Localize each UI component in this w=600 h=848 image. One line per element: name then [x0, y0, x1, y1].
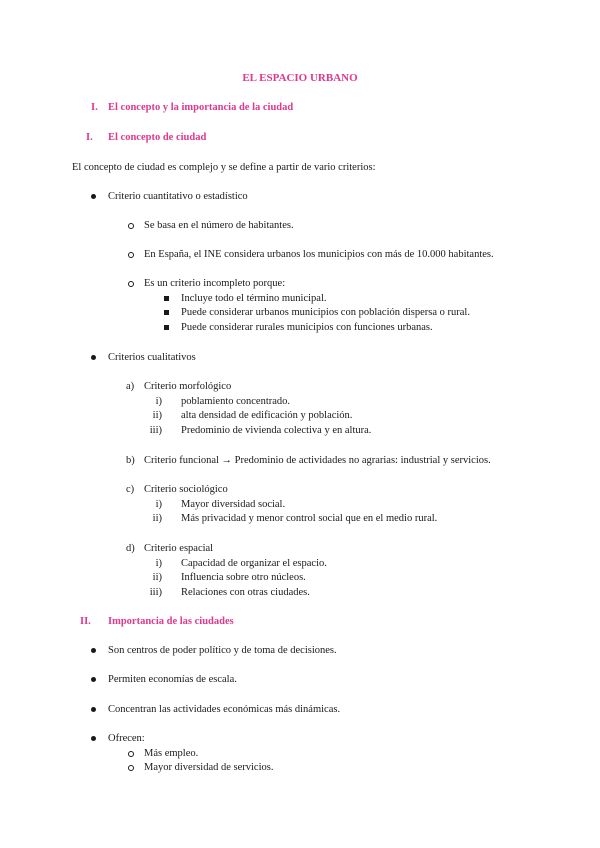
- heading-2-number: I.: [86, 132, 93, 143]
- cuantitativo-item-3: Es un criterio incompleto porque:: [144, 278, 286, 289]
- bullet-square: [164, 296, 169, 301]
- heading-1-number: I.: [91, 102, 98, 113]
- roman-numeral: iii): [149, 587, 162, 598]
- bullet-square: [164, 325, 169, 330]
- bullet-dot: [91, 736, 96, 741]
- roman-numeral: iii): [149, 425, 162, 436]
- espacial-item-2: Influencia sobre otro núcleos.: [181, 572, 306, 583]
- heading-1-text: El concepto y la importancia de la ciudad: [108, 102, 294, 113]
- heading-2-text: El concepto de ciudad: [108, 132, 207, 143]
- bullet-circle: [128, 281, 134, 287]
- cuantitativo-item-2: En España, el INE considera urbanos los municipios con más de 10.000 habitantes.: [144, 249, 494, 260]
- list-marker-b: b): [126, 455, 135, 466]
- criterios-cualitativos-label: Criterios cualitativos: [108, 352, 196, 363]
- criterio-morfologico-label: Criterio morfológico: [144, 381, 232, 392]
- morfologico-item-1: poblamiento concentrado.: [181, 396, 291, 407]
- list-marker-d: d): [126, 543, 135, 554]
- criterio-funcional-label: Criterio funcional → Predominio de actividades no agrarias: industrial y servicios.: [144, 455, 491, 466]
- criterio-sociologico-label: Criterio sociológico: [144, 484, 228, 495]
- bullet-circle: [128, 751, 134, 757]
- cuantitativo-subitem-1: Incluye todo el término municipal.: [181, 293, 327, 304]
- bullet-circle: [128, 765, 134, 771]
- bullet-dot: [91, 707, 96, 712]
- sociologico-item-1: Mayor diversidad social.: [181, 499, 286, 510]
- cuantitativo-subitem-2: Puede considerar urbanos municipios con población dispersa o rural.: [181, 307, 470, 318]
- roman-numeral: i): [155, 396, 162, 407]
- document-title: EL ESPACIO URBANO: [242, 72, 358, 84]
- importancia-item-1: Son centros de poder político y de toma de decisiones.: [108, 645, 337, 656]
- roman-numeral: ii): [152, 410, 162, 421]
- importancia-item-2: Permiten economías de escala.: [108, 674, 237, 685]
- cuantitativo-item-1: Se basa en el número de habitantes.: [144, 220, 294, 231]
- roman-numeral: i): [155, 558, 162, 569]
- morfologico-item-2: alta densidad de edificación y población.: [181, 410, 353, 421]
- bullet-dot: [91, 194, 96, 199]
- espacial-item-1: Capacidad de organizar el espacio.: [181, 558, 327, 569]
- bullet-circle: [128, 252, 134, 258]
- list-marker-c: c): [126, 484, 135, 495]
- importancia-item-3: Concentran las actividades económicas más dinámicas.: [108, 704, 341, 715]
- bullet-dot: [91, 355, 96, 360]
- bullet-square: [164, 310, 169, 315]
- ofrecen-item-1: Más empleo.: [144, 748, 199, 759]
- roman-numeral: ii): [152, 513, 162, 524]
- morfologico-item-3: Predominio de vivienda colectiva y en altura.: [181, 425, 372, 436]
- heading-3-number: II.: [80, 616, 91, 627]
- roman-numeral: ii): [152, 572, 162, 583]
- bullet-dot: [91, 677, 96, 682]
- ofrecen-item-2: Mayor diversidad de servicios.: [144, 762, 274, 773]
- heading-3-text: Importancia de las ciudades: [108, 616, 234, 627]
- importancia-item-4: Ofrecen:: [108, 733, 145, 744]
- bullet-circle: [128, 223, 134, 229]
- criterio-cuantitativo-label: Criterio cuantitativo o estadístico: [108, 191, 248, 202]
- criterio-espacial-label: Criterio espacial: [144, 543, 214, 554]
- espacial-item-3: Relaciones con otras ciudades.: [181, 587, 310, 598]
- sociologico-item-2: Más privacidad y menor control social que en el medio rural.: [181, 513, 438, 524]
- roman-numeral: i): [155, 499, 162, 510]
- intro-paragraph: El concepto de ciudad es complejo y se define a partir de vario criterios:: [72, 162, 376, 173]
- bullet-dot: [91, 648, 96, 653]
- list-marker-a: a): [126, 381, 135, 392]
- cuantitativo-subitem-3: Puede considerar rurales municipios con funciones urbanas.: [181, 322, 433, 333]
